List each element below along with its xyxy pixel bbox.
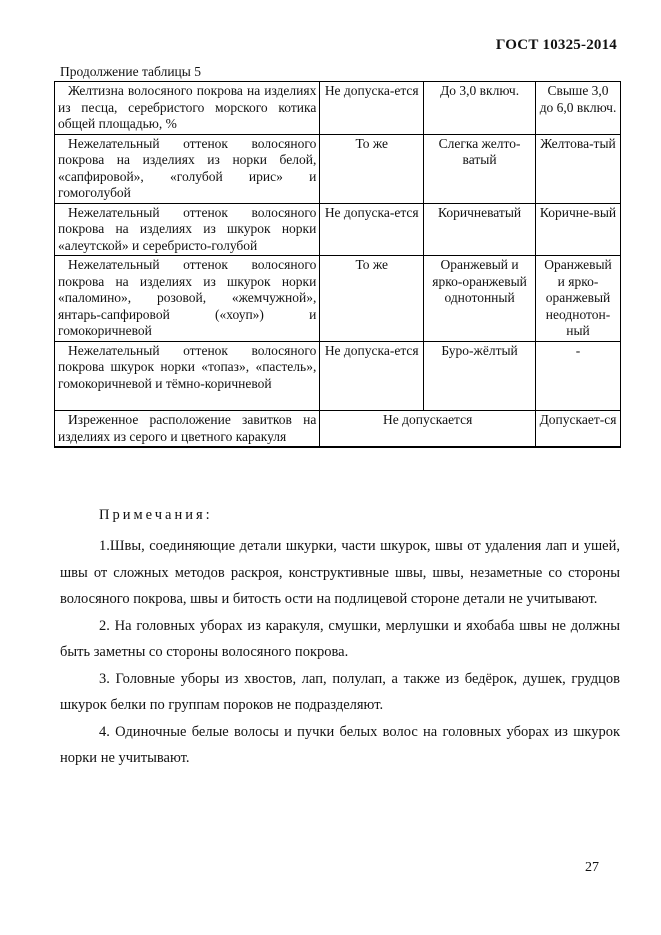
row-value-2: Слегка желто-ватый	[424, 134, 536, 203]
row-value-1: То же	[320, 256, 424, 342]
table-row	[55, 341, 621, 411]
row-description: Нежелательный оттенок волосяного покрова шкурок норки «топаз», «пастель», гомокоричневой и тёмно-коричневой	[55, 341, 320, 411]
defects-table	[54, 81, 621, 448]
table-row	[55, 203, 621, 256]
row-description: Нежелательный оттенок волосяного покрова на изделиях из шкурок норки «паломино», розовой, «жемчужной», янтарь-сапфировой («хоуп») и гомокоричневой	[55, 256, 320, 342]
table-row	[55, 256, 621, 342]
row-value-3: Оранжевый и ярко-оранжевый неоднотон-ный	[536, 256, 621, 342]
row-value-2: Коричневатый	[424, 203, 536, 256]
row-value-2: Оранжевый и ярко-оранжевый однотонный	[424, 256, 536, 342]
notes-list	[60, 533, 620, 772]
row-value-2: Буро-жёлтый	[424, 341, 536, 411]
row-value-2: До 3,0 включ.	[424, 82, 536, 135]
notes-title: Примечания:	[99, 507, 213, 523]
row-value-1: Не допуска-ется	[320, 203, 424, 256]
row-value-3: Свыше 3,0 до 6,0 включ.	[536, 82, 621, 135]
row-description: Нежелательный оттенок волосяного покрова на изделиях из шкурок норки «алеутской» и серебристо-голубой	[55, 203, 320, 256]
table-continuation-label: Продолжение таблицы 5	[60, 64, 201, 79]
row-value-1: Не допуска-ется	[320, 341, 424, 411]
row-description: Изреженное расположение завитков на изделиях из серого и цветного каракуля	[55, 411, 320, 448]
note-item: 3. Головные уборы из хвостов, лап, полулап, а также из бедёрок, душек, грудцов шкурок белки по группам пороков не подразделяют.	[60, 670, 620, 713]
row-value-3: -	[536, 341, 621, 411]
page-number: 27	[585, 860, 599, 875]
table-row	[55, 82, 621, 135]
row-value-3: Желтова-тый	[536, 134, 621, 203]
row-description: Желтизна волосяного покрова на изделиях из песца, серебристого морского котика общей площадью, %	[55, 82, 320, 135]
table-row	[55, 134, 621, 203]
row-value-merged: Не допускается	[320, 411, 536, 448]
row-value-3: Коричне-вый	[536, 203, 621, 256]
document-code: ГОСТ 10325-2014	[495, 37, 617, 53]
row-value-1: То же	[320, 134, 424, 203]
note-item: 2. На головных уборах из каракуля, смушки, мерлушки и яхобаба швы не должны быть заметны со стороны волосяного покрова.	[60, 617, 620, 660]
row-value-3: Допускает-ся	[536, 411, 621, 448]
table-row	[55, 411, 621, 448]
row-description: Нежелательный оттенок волосяного покрова на изделиях из норки белой, «сапфировой», «голубой ирис» и гомоголубой	[55, 134, 320, 203]
note-item: 4. Одиночные белые волосы и пучки белых волос на головных уборах из шкурок норки не учитывают.	[60, 723, 620, 766]
row-value-1: Не допуска-ется	[320, 82, 424, 135]
note-item: 1.Швы, соединяющие детали шкурки, части шкурок, швы от удаления лап и ушей, швы от сложных методов раскроя, конструктивные швы, швы, незаметные со стороны волосяного покрова, швы и битость ости на подлицевой стороне детали не учитывают.	[60, 538, 620, 607]
